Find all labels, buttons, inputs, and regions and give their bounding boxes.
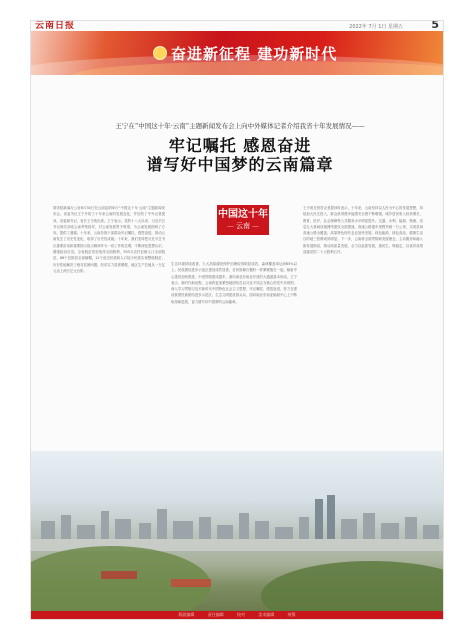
issue-date: 2022年 7月 1日 星期五 (349, 24, 403, 30)
park-greenery (261, 561, 443, 611)
red-roof-building (101, 571, 137, 579)
party-emblem-icon (153, 46, 167, 60)
newspaper-logo: 云南日报 (35, 21, 76, 31)
article-subtitle: 王宁在“中国这十年·云南”主题新闻发布会上向中外媒体记者介绍我省十年发展情况—— (115, 122, 365, 130)
footer-item: 统筹 (287, 612, 296, 617)
headline-line-1: 牢记嘱托 感恩奋进 (168, 136, 312, 155)
article-column-2: 生态环境持续改善，九大高原湖泊保护治理取得明显成效，森林覆盖率达到65%以上。民族团结进步示范区建设成效显著，各民族像石榴籽一样紧紧抱在一起。辐射中心建设加快推进，中老铁路建成通车，面向南亚东南亚开放的大通道基本形成。王宁表示，新时代新征程，云南将更加紧密地团结在以习近平同志为核心的党中央周围，深入学习贯彻习近平新时代中国特色社会主义思想，牢记嘱托、感恩奋进，努力在建设我国民族团结进步示范区、生态文明建设排头兵、面向南亚东南亚辐射中心上不断取得新进展，奋力谱写好中国梦的云南篇章。 (171, 262, 297, 304)
masthead (31, 21, 443, 31)
article-column-3: 王予波在回答记者提问时表示，十年来，云南坚持以人民为中心的发展思想，持续加大民生投入，群众获得感幸福感安全感不断增强。城乡居民收入较快增长，教育、医疗、社会保障等公共服务水平明显提升。交通、水利、能源、物流、信息五大基础设施网络建设全面提速，高速公路通车里程突破一万公里，实现县域高速公路全覆盖。高原特色现代农业加快发展，绿色能源、绿色食品、健康生活目的地三张牌成效明显。下一步，云南将全面贯彻新发展理念，主动服务和融入新发展格局，推动高质量发展，全力以赴抓发展、惠民生、保稳定，以优异成绩迎接党的二十大胜利召开。 (303, 206, 423, 255)
footer-item: 版面编辑 (178, 612, 195, 617)
series-badge (217, 205, 269, 235)
city-skyline-icon (31, 491, 443, 551)
page-number: 5 (431, 20, 439, 31)
badge-title: 中国这十年 (218, 209, 268, 220)
city-panorama-photo (31, 451, 443, 611)
banner-slogan: 奋进新征程 建功新时代 (171, 45, 338, 63)
editor-credits-bar (31, 611, 443, 619)
article-column-1: 国务院新闻办公室6月30日在云南昆明举行“中国这十年·云南”主题新闻发布会。省委书记王宁介绍了十年来云南的发展变化，并回答了中外记者提问。省委副书记、省长王予波出席。王宁表示，党的十八大以来，习近平总书记两次亲临云南考察指导，对云南发展寄予厚望，为云南发展指明了方向、提供了遵循。十年来，云南各族干部群众牢记嘱托、感恩奋进，推动云南发生了历史性变化、取得了历史性成就。十年来，我们坚持把习近平总书记重要讲话和重要指示批示精神作为一切工作的总纲，不断深化思想认识，增强政治自觉。全省脱贫攻坚取得全面胜利，933万农村贫困人口全部脱贫，88个贫困县全部摘帽，11个直过民族和人口较少民族实现整族脱贫，历史性地解决了绝对贫困问题。经济实力显著增强，地区生产总值从一万亿元迈上两万亿元台阶。 (53, 206, 165, 273)
slogan-banner (31, 31, 443, 75)
footer-item: 美术编辑 (258, 612, 275, 617)
newspaper-page (30, 20, 444, 620)
headline-line-2: 谱写好中国梦的云南篇章 (146, 155, 334, 174)
footer-item: 责任编辑 (207, 612, 224, 617)
footer-item: 校对 (237, 612, 245, 617)
red-roof-building (171, 579, 211, 587)
badge-subtitle: — 云南 — (217, 222, 269, 231)
